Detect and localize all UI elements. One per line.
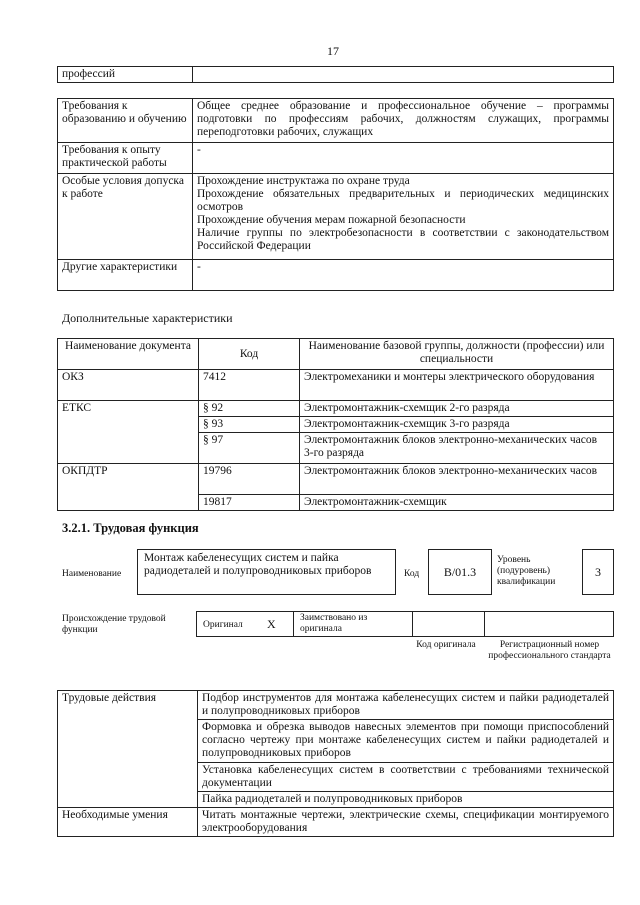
additional-table (57, 338, 614, 511)
top-row-label: профессий (58, 67, 193, 83)
borrowed-label: Заимствовано из оригинала (300, 613, 368, 634)
name-label: Наименование (62, 569, 122, 579)
labor-table (57, 690, 614, 837)
requirement-value (193, 174, 614, 260)
requirement-line: Прохождение инструктажа по охране труда (197, 175, 410, 187)
original-mark: X (267, 617, 276, 631)
requirements-table (57, 98, 614, 291)
requirement-label: Особые условия допуска к работе (58, 174, 193, 260)
cell-document: ОКПДТР (58, 464, 199, 511)
cell-name: Электромонтажник-схемщик 2-го разряда (300, 401, 614, 417)
cell-document: ОКЗ (58, 370, 199, 401)
function-code-value: B/01.3 (428, 549, 492, 595)
column-header-code: Код (199, 339, 300, 370)
requirement-label: Другие характеристики (58, 260, 193, 291)
table-row (58, 808, 614, 837)
labor-actions-label: Трудовые действия (58, 691, 198, 808)
table-header-row (58, 339, 614, 370)
origin-label: Происхождение трудовой функции (62, 614, 166, 635)
top-row-table (57, 66, 614, 83)
requirement-label: Требования к образованию и обучению (58, 99, 193, 143)
level-label: Уровень (подуровень) квалификации (497, 555, 556, 587)
table-row (58, 691, 614, 720)
cell-code: § 93 (199, 417, 300, 433)
additional-title: Дополнительные характеристики (62, 311, 233, 325)
reg-caption: Регистрационный номер профессионального стандарта (488, 640, 611, 661)
table-row (58, 370, 614, 401)
cell-name: Электромонтажник блоков электронно-механических часов (300, 464, 614, 495)
cell-document: ЕТКС (58, 401, 199, 464)
labor-action-item: Установка кабеленесущих систем в соответствии с требованиями технической документации (198, 763, 614, 792)
requirement-label: Требования к опыту практической работы (58, 143, 193, 174)
labor-action-item: Формовка и обрезка выводов навесных элементов при помощи приспособлений согласно чертежу при монтаже кабеленесущих систем и пайки радиодеталей и полупроводниковых приборов (198, 720, 614, 763)
divider (293, 611, 294, 637)
cell-code: 7412 (199, 370, 300, 401)
requirement-row (58, 260, 614, 291)
requirement-row (58, 174, 614, 260)
cell-code: § 97 (199, 433, 300, 464)
table-row (58, 401, 614, 417)
level-value: 3 (582, 549, 614, 595)
cell-code: 19796 (199, 464, 300, 495)
page-number: 17 (327, 44, 339, 58)
section-title: 3.2.1. Трудовая функция (62, 521, 199, 535)
labor-action-item: Подбор инструментов для монтажа кабеленесущих систем и пайки радиодеталей и полупроводниковых приборов (198, 691, 614, 720)
requirement-line: Прохождение обучения мерам пожарной безопасности (197, 214, 466, 226)
requirement-line: Прохождение обязательных предварительных и периодических медицинских осмотров (197, 188, 609, 213)
requirement-value: - (193, 143, 614, 174)
original-label: Оригинал (203, 620, 243, 630)
requirement-row (58, 99, 614, 143)
labor-action-item: Пайка радиодеталей и полупроводниковых приборов (198, 792, 614, 808)
table-row (58, 464, 614, 495)
cell-code: § 92 (199, 401, 300, 417)
requirement-row (58, 143, 614, 174)
function-name-value: Монтаж кабеленесущих систем и пайка радиодеталей и полупроводниковых приборов (137, 549, 396, 595)
requirement-line: Наличие группы по электробезопасности в соответствии с законодательством Российской Федерации (197, 227, 609, 252)
code-caption: Код оригинала (416, 640, 476, 650)
cell-name: Электромонтажник блоков электронно-механических часов 3-го разряда (300, 433, 614, 464)
code-label: Код (404, 569, 420, 579)
divider (484, 611, 485, 637)
top-row-value (193, 67, 614, 83)
skill-item: Читать монтажные чертежи, электрические схемы, спецификации монтируемого электрооборудования (198, 808, 614, 837)
skills-label: Необходимые умения (58, 808, 198, 837)
requirement-value: Общее среднее образование и профессиональное обучение – программы подготовки по профессиям рабочих, должностям служащих, программы переподготовки рабочих, служащих (193, 99, 614, 143)
cell-name: Электромеханики и монтеры электрического оборудования (300, 370, 614, 401)
column-header-name: Наименование базовой группы, должности (профессии) или специальности (300, 339, 614, 370)
divider (412, 611, 413, 637)
requirement-value: - (193, 260, 614, 291)
column-header-document: Наименование документа (58, 339, 199, 370)
cell-code: 19817 (199, 495, 300, 511)
cell-name: Электромонтажник-схемщик (300, 495, 614, 511)
cell-name: Электромонтажник-схемщик 3-го разряда (300, 417, 614, 433)
origin-box (196, 611, 614, 637)
